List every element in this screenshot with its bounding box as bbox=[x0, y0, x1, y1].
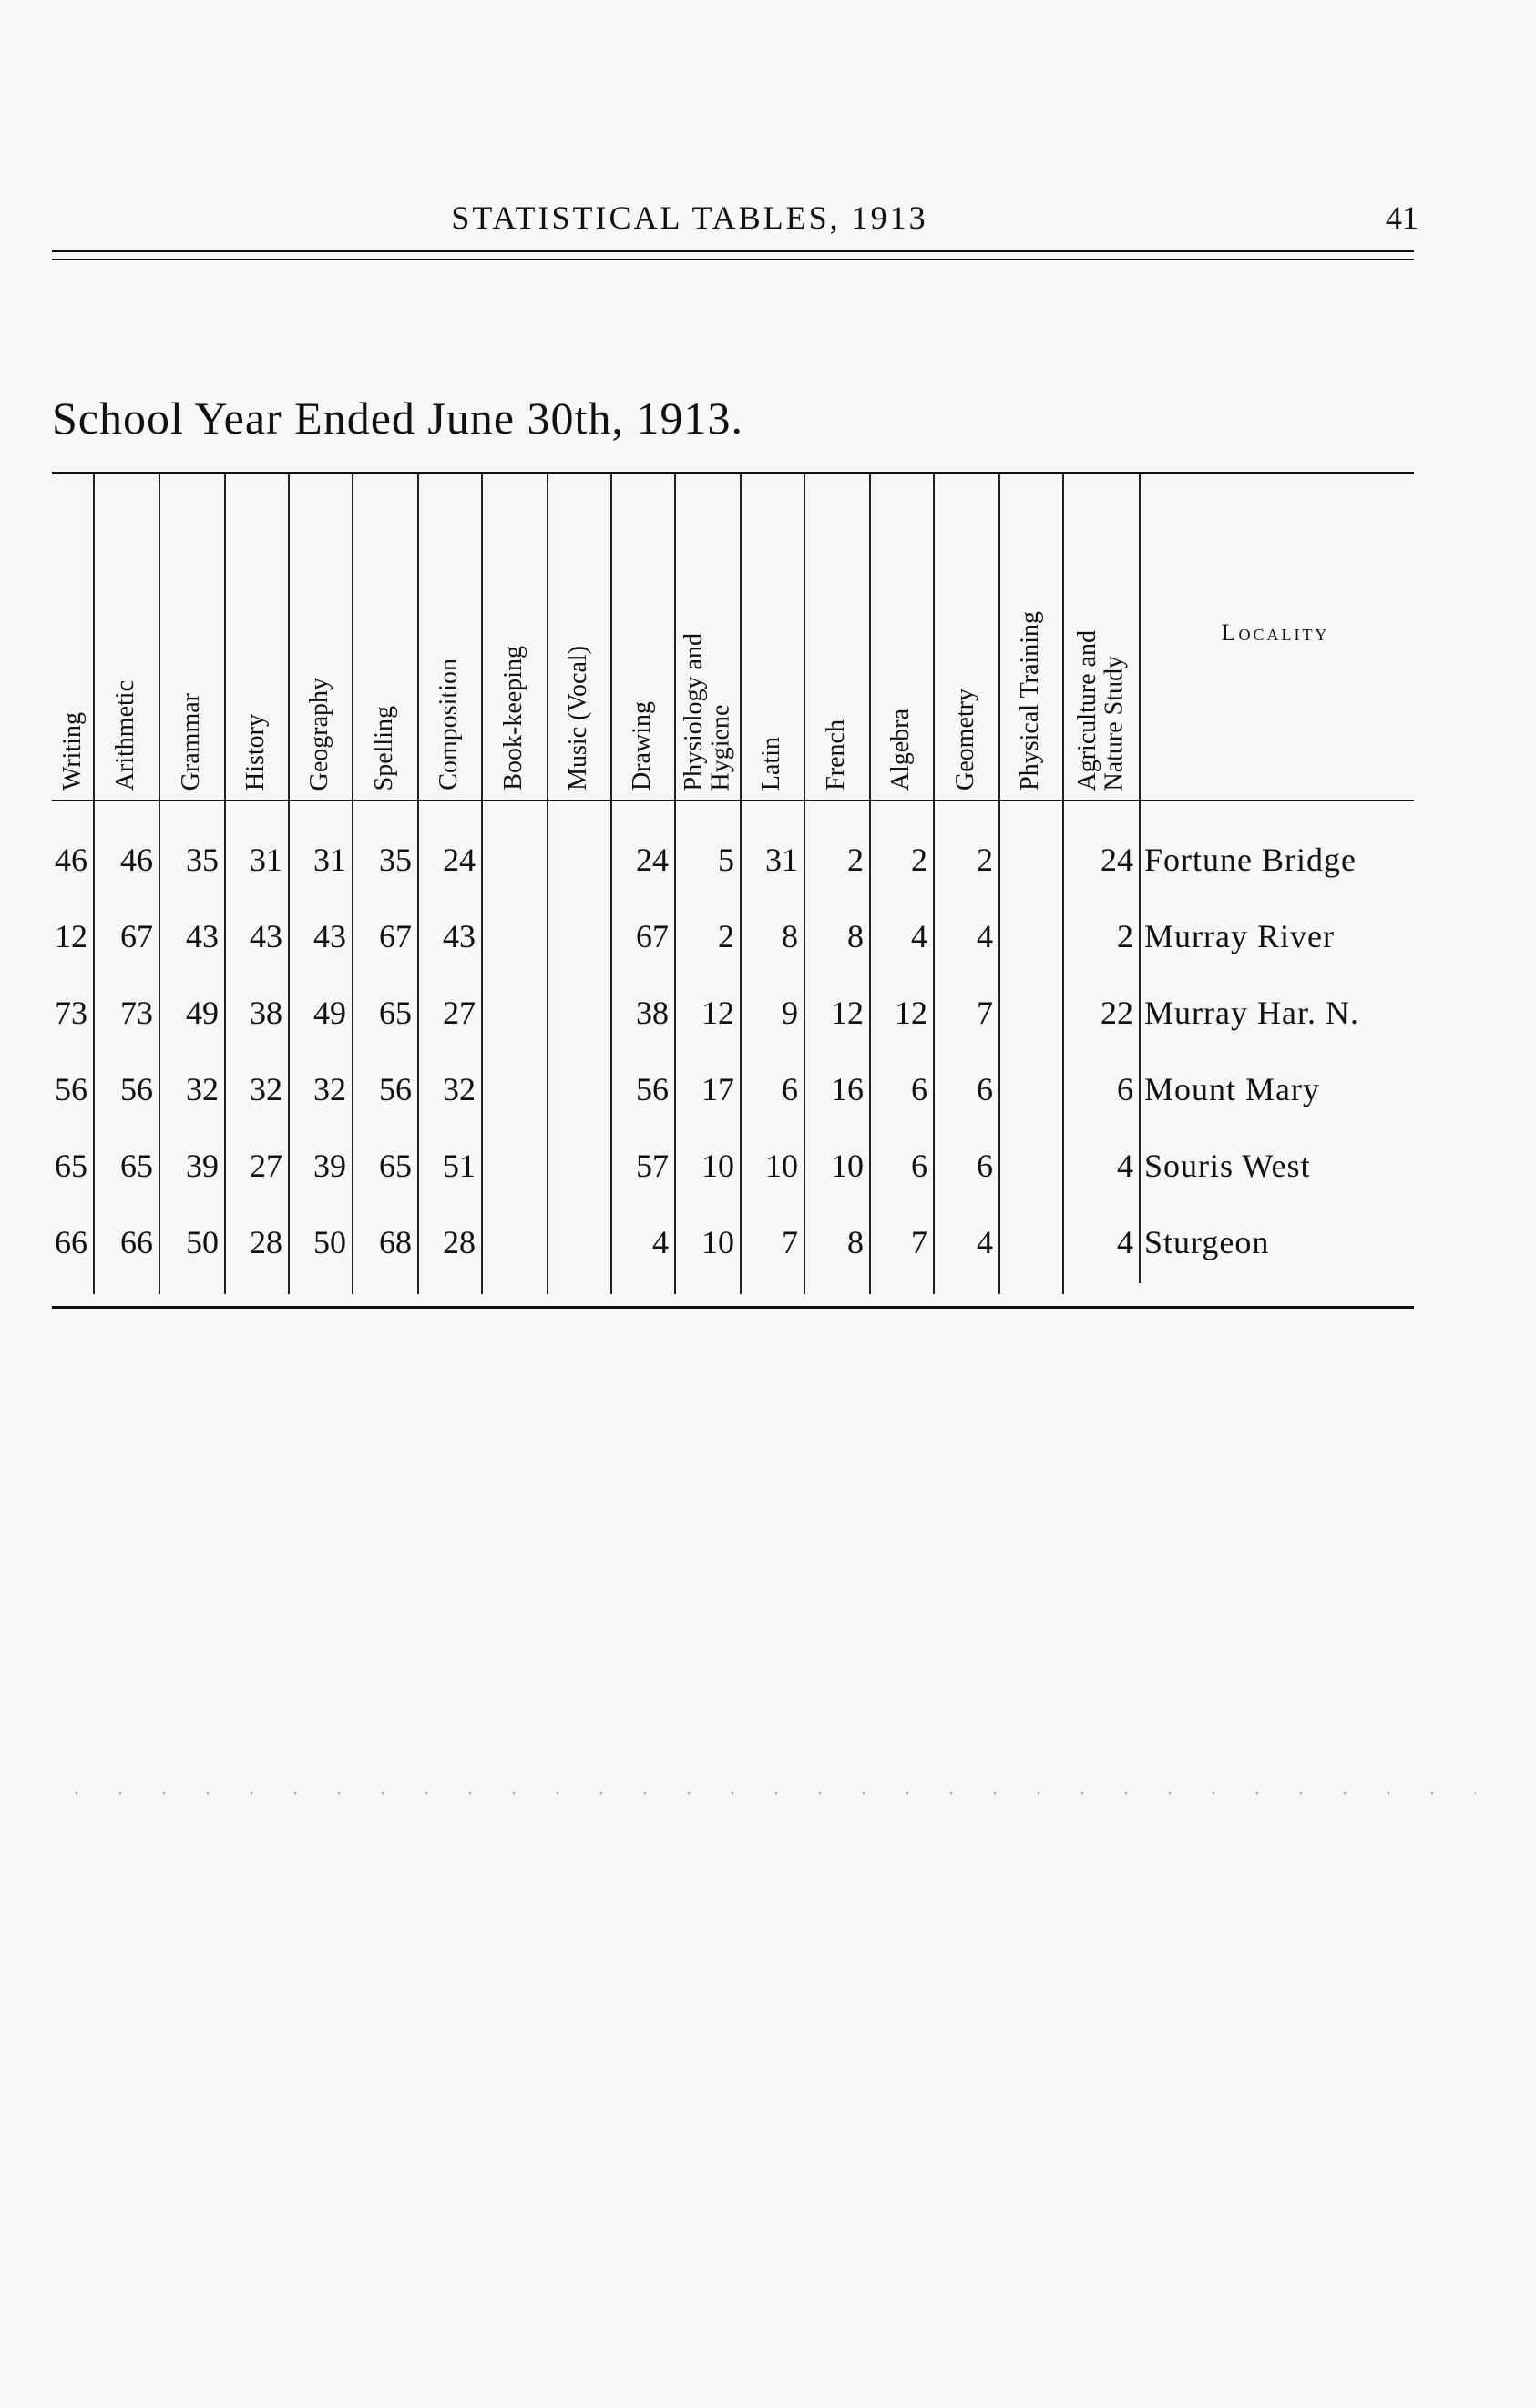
dotted-leader bbox=[55, 1791, 1476, 1796]
table-cell: 4 bbox=[1117, 1224, 1133, 1260]
table-cell: 4 bbox=[911, 918, 927, 954]
header-bottom-rule bbox=[52, 800, 1414, 801]
table-cell: 24 bbox=[1101, 842, 1133, 878]
table-cell: 24 bbox=[636, 842, 669, 878]
table-cell: 9 bbox=[782, 995, 798, 1031]
column-header-label: Drawing bbox=[628, 701, 657, 791]
column-header-label: Geography bbox=[305, 677, 334, 791]
column-header bbox=[224, 481, 288, 791]
locality-cell: Fortune Bridge bbox=[1144, 842, 1357, 878]
table-cell: 12 bbox=[831, 995, 864, 1031]
table-row bbox=[0, 1204, 1536, 1281]
table-cell: 66 bbox=[55, 1224, 87, 1260]
table-cell bbox=[998, 974, 1062, 1051]
column-header-label: Geometry bbox=[951, 689, 980, 791]
column-header-label: Spelling bbox=[370, 705, 399, 791]
table-cell: 56 bbox=[379, 1071, 412, 1107]
table-cell: 27 bbox=[443, 995, 476, 1031]
header-rule-top bbox=[52, 250, 1414, 252]
table-cell: 8 bbox=[847, 918, 864, 954]
table-cell: 10 bbox=[701, 1224, 734, 1260]
table-cell: 32 bbox=[186, 1071, 219, 1107]
table-cell: 17 bbox=[701, 1071, 734, 1107]
column-header bbox=[674, 481, 740, 791]
table-cell: 12 bbox=[701, 995, 734, 1031]
table-cell: 67 bbox=[120, 918, 153, 954]
locality-cell: Murray Har. N. bbox=[1144, 995, 1359, 1031]
column-header bbox=[740, 481, 804, 791]
table-cell: 35 bbox=[379, 842, 412, 878]
table-row bbox=[0, 821, 1536, 898]
column-header bbox=[93, 481, 159, 791]
table-cell: 65 bbox=[379, 1148, 412, 1184]
table-cell: 39 bbox=[313, 1148, 346, 1184]
table-cell bbox=[998, 898, 1062, 974]
table-cell: 22 bbox=[1101, 995, 1133, 1031]
table-cell: 4 bbox=[977, 1224, 993, 1260]
column-header bbox=[159, 481, 224, 791]
table-bottom-rule bbox=[52, 1306, 1414, 1309]
table-cell: 67 bbox=[636, 918, 669, 954]
column-header-label: Physiology and Hygiene bbox=[679, 632, 734, 791]
table-cell: 32 bbox=[313, 1071, 346, 1107]
table-cell bbox=[547, 898, 610, 974]
table-cell: 66 bbox=[120, 1224, 153, 1260]
column-header-label: Arithmetic bbox=[111, 679, 140, 791]
table-cell: 27 bbox=[250, 1148, 282, 1184]
table-row bbox=[0, 1051, 1536, 1127]
table-cell: 7 bbox=[782, 1224, 798, 1260]
table-cell bbox=[998, 1127, 1062, 1204]
table-row bbox=[0, 1127, 1536, 1204]
table-cell: 6 bbox=[911, 1071, 927, 1107]
table-cell: 57 bbox=[636, 1148, 669, 1184]
running-head bbox=[52, 199, 1418, 244]
table-cell: 50 bbox=[186, 1224, 219, 1260]
table-cell: 2 bbox=[847, 842, 864, 878]
table-row bbox=[0, 974, 1536, 1051]
table-cell: 12 bbox=[55, 918, 87, 954]
column-header-label: Composition bbox=[435, 658, 464, 791]
table-cell: 4 bbox=[977, 918, 993, 954]
locality-header: Locality bbox=[1221, 619, 1330, 646]
table-cell bbox=[998, 1204, 1062, 1281]
column-header-label: Music (Vocal) bbox=[564, 646, 593, 791]
column-header bbox=[933, 481, 998, 791]
table-cell: 5 bbox=[718, 842, 734, 878]
table-cell: 39 bbox=[186, 1148, 219, 1184]
table-cell: 6 bbox=[782, 1071, 798, 1107]
column-header bbox=[52, 481, 93, 791]
table-cell: 46 bbox=[120, 842, 153, 878]
table-cell: 38 bbox=[636, 995, 669, 1031]
table-cell: 31 bbox=[765, 842, 798, 878]
locality-cell: Murray River bbox=[1144, 918, 1335, 954]
table-cell: 31 bbox=[313, 842, 346, 878]
table-cell bbox=[547, 821, 610, 898]
table-cell bbox=[547, 1204, 610, 1281]
table-cell: 2 bbox=[977, 842, 993, 878]
table-cell bbox=[998, 821, 1062, 898]
table-cell: 32 bbox=[443, 1071, 476, 1107]
column-header bbox=[804, 481, 869, 791]
table-cell: 12 bbox=[895, 995, 927, 1031]
table-cell: 46 bbox=[55, 842, 87, 878]
table-cell: 6 bbox=[911, 1148, 927, 1184]
table-cell: 28 bbox=[443, 1224, 476, 1260]
column-header-label: French bbox=[822, 719, 851, 791]
table-top-rule bbox=[52, 472, 1414, 474]
table-cell: 16 bbox=[831, 1071, 864, 1107]
table-title: School Year Ended June 30th, 1913. bbox=[52, 393, 743, 444]
table-cell: 2 bbox=[718, 918, 734, 954]
table-cell: 7 bbox=[977, 995, 993, 1031]
column-header-label: Algebra bbox=[886, 708, 916, 791]
table-cell: 6 bbox=[977, 1148, 993, 1184]
table-cell: 65 bbox=[55, 1148, 87, 1184]
table-cell: 6 bbox=[1117, 1071, 1133, 1107]
table-cell: 43 bbox=[250, 918, 282, 954]
table-cell bbox=[998, 1051, 1062, 1127]
column-header bbox=[417, 481, 481, 791]
table-cell: 10 bbox=[831, 1148, 864, 1184]
table-cell: 31 bbox=[250, 842, 282, 878]
column-header-label: Book-keeping bbox=[499, 646, 528, 791]
column-header-label: Physical Training bbox=[1016, 611, 1045, 791]
table-cell: 10 bbox=[765, 1148, 798, 1184]
table-cell: 2 bbox=[1117, 918, 1133, 954]
table-cell: 7 bbox=[911, 1224, 927, 1260]
column-header-label: Latin bbox=[757, 736, 786, 791]
column-header bbox=[869, 481, 933, 791]
table-cell: 49 bbox=[186, 995, 219, 1031]
column-header bbox=[610, 481, 674, 791]
table-row bbox=[0, 898, 1536, 974]
table-cell: 24 bbox=[443, 842, 476, 878]
table-cell bbox=[481, 898, 547, 974]
table-cell: 2 bbox=[911, 842, 927, 878]
column-header-label: Writing bbox=[57, 712, 87, 791]
table-cell: 4 bbox=[652, 1224, 669, 1260]
table-cell: 49 bbox=[313, 995, 346, 1031]
table-cell: 4 bbox=[1117, 1148, 1133, 1184]
column-header bbox=[1062, 481, 1139, 791]
column-header bbox=[288, 481, 352, 791]
table-cell: 56 bbox=[636, 1071, 669, 1107]
table-cell: 38 bbox=[250, 995, 282, 1031]
table-cell: 51 bbox=[443, 1148, 476, 1184]
table-cell bbox=[481, 1127, 547, 1204]
table-cell: 68 bbox=[379, 1224, 412, 1260]
table-cell: 35 bbox=[186, 842, 219, 878]
column-header-label: History bbox=[241, 714, 271, 791]
column-header bbox=[352, 481, 417, 791]
page-number: 41 bbox=[1386, 199, 1418, 236]
table-cell: 73 bbox=[55, 995, 87, 1031]
table-cell: 65 bbox=[120, 1148, 153, 1184]
table-cell bbox=[481, 821, 547, 898]
column-header bbox=[481, 481, 547, 791]
locality-cell: Mount Mary bbox=[1144, 1071, 1320, 1107]
column-header-label: Agriculture and Nature Study bbox=[1072, 629, 1128, 791]
column-header bbox=[998, 481, 1062, 791]
table-cell: 10 bbox=[701, 1148, 734, 1184]
column-header bbox=[547, 481, 610, 791]
table-cell bbox=[547, 1127, 610, 1204]
table-cell: 8 bbox=[782, 918, 798, 954]
table-cell: 43 bbox=[313, 918, 346, 954]
locality-cell: Souris West bbox=[1144, 1148, 1311, 1184]
table-cell bbox=[547, 974, 610, 1051]
table-cell: 28 bbox=[250, 1224, 282, 1260]
table-cell: 65 bbox=[379, 995, 412, 1031]
header-rule-bottom bbox=[52, 259, 1414, 260]
table-cell bbox=[481, 1204, 547, 1281]
table-cell bbox=[481, 1051, 547, 1127]
table-cell: 56 bbox=[55, 1071, 87, 1107]
table-cell bbox=[481, 974, 547, 1051]
table-cell: 32 bbox=[250, 1071, 282, 1107]
table-cell: 50 bbox=[313, 1224, 346, 1260]
table-cell: 6 bbox=[977, 1071, 993, 1107]
column-header-label: Grammar bbox=[177, 692, 206, 791]
locality-cell: Sturgeon bbox=[1144, 1224, 1270, 1260]
running-title: STATISTICAL TABLES, 1913 bbox=[451, 199, 928, 236]
table-cell: 67 bbox=[379, 918, 412, 954]
table-cell bbox=[547, 1051, 610, 1127]
table-cell: 43 bbox=[186, 918, 219, 954]
table-cell: 8 bbox=[847, 1224, 864, 1260]
table-cell: 43 bbox=[443, 918, 476, 954]
table-cell: 73 bbox=[120, 995, 153, 1031]
table-cell: 56 bbox=[120, 1071, 153, 1107]
